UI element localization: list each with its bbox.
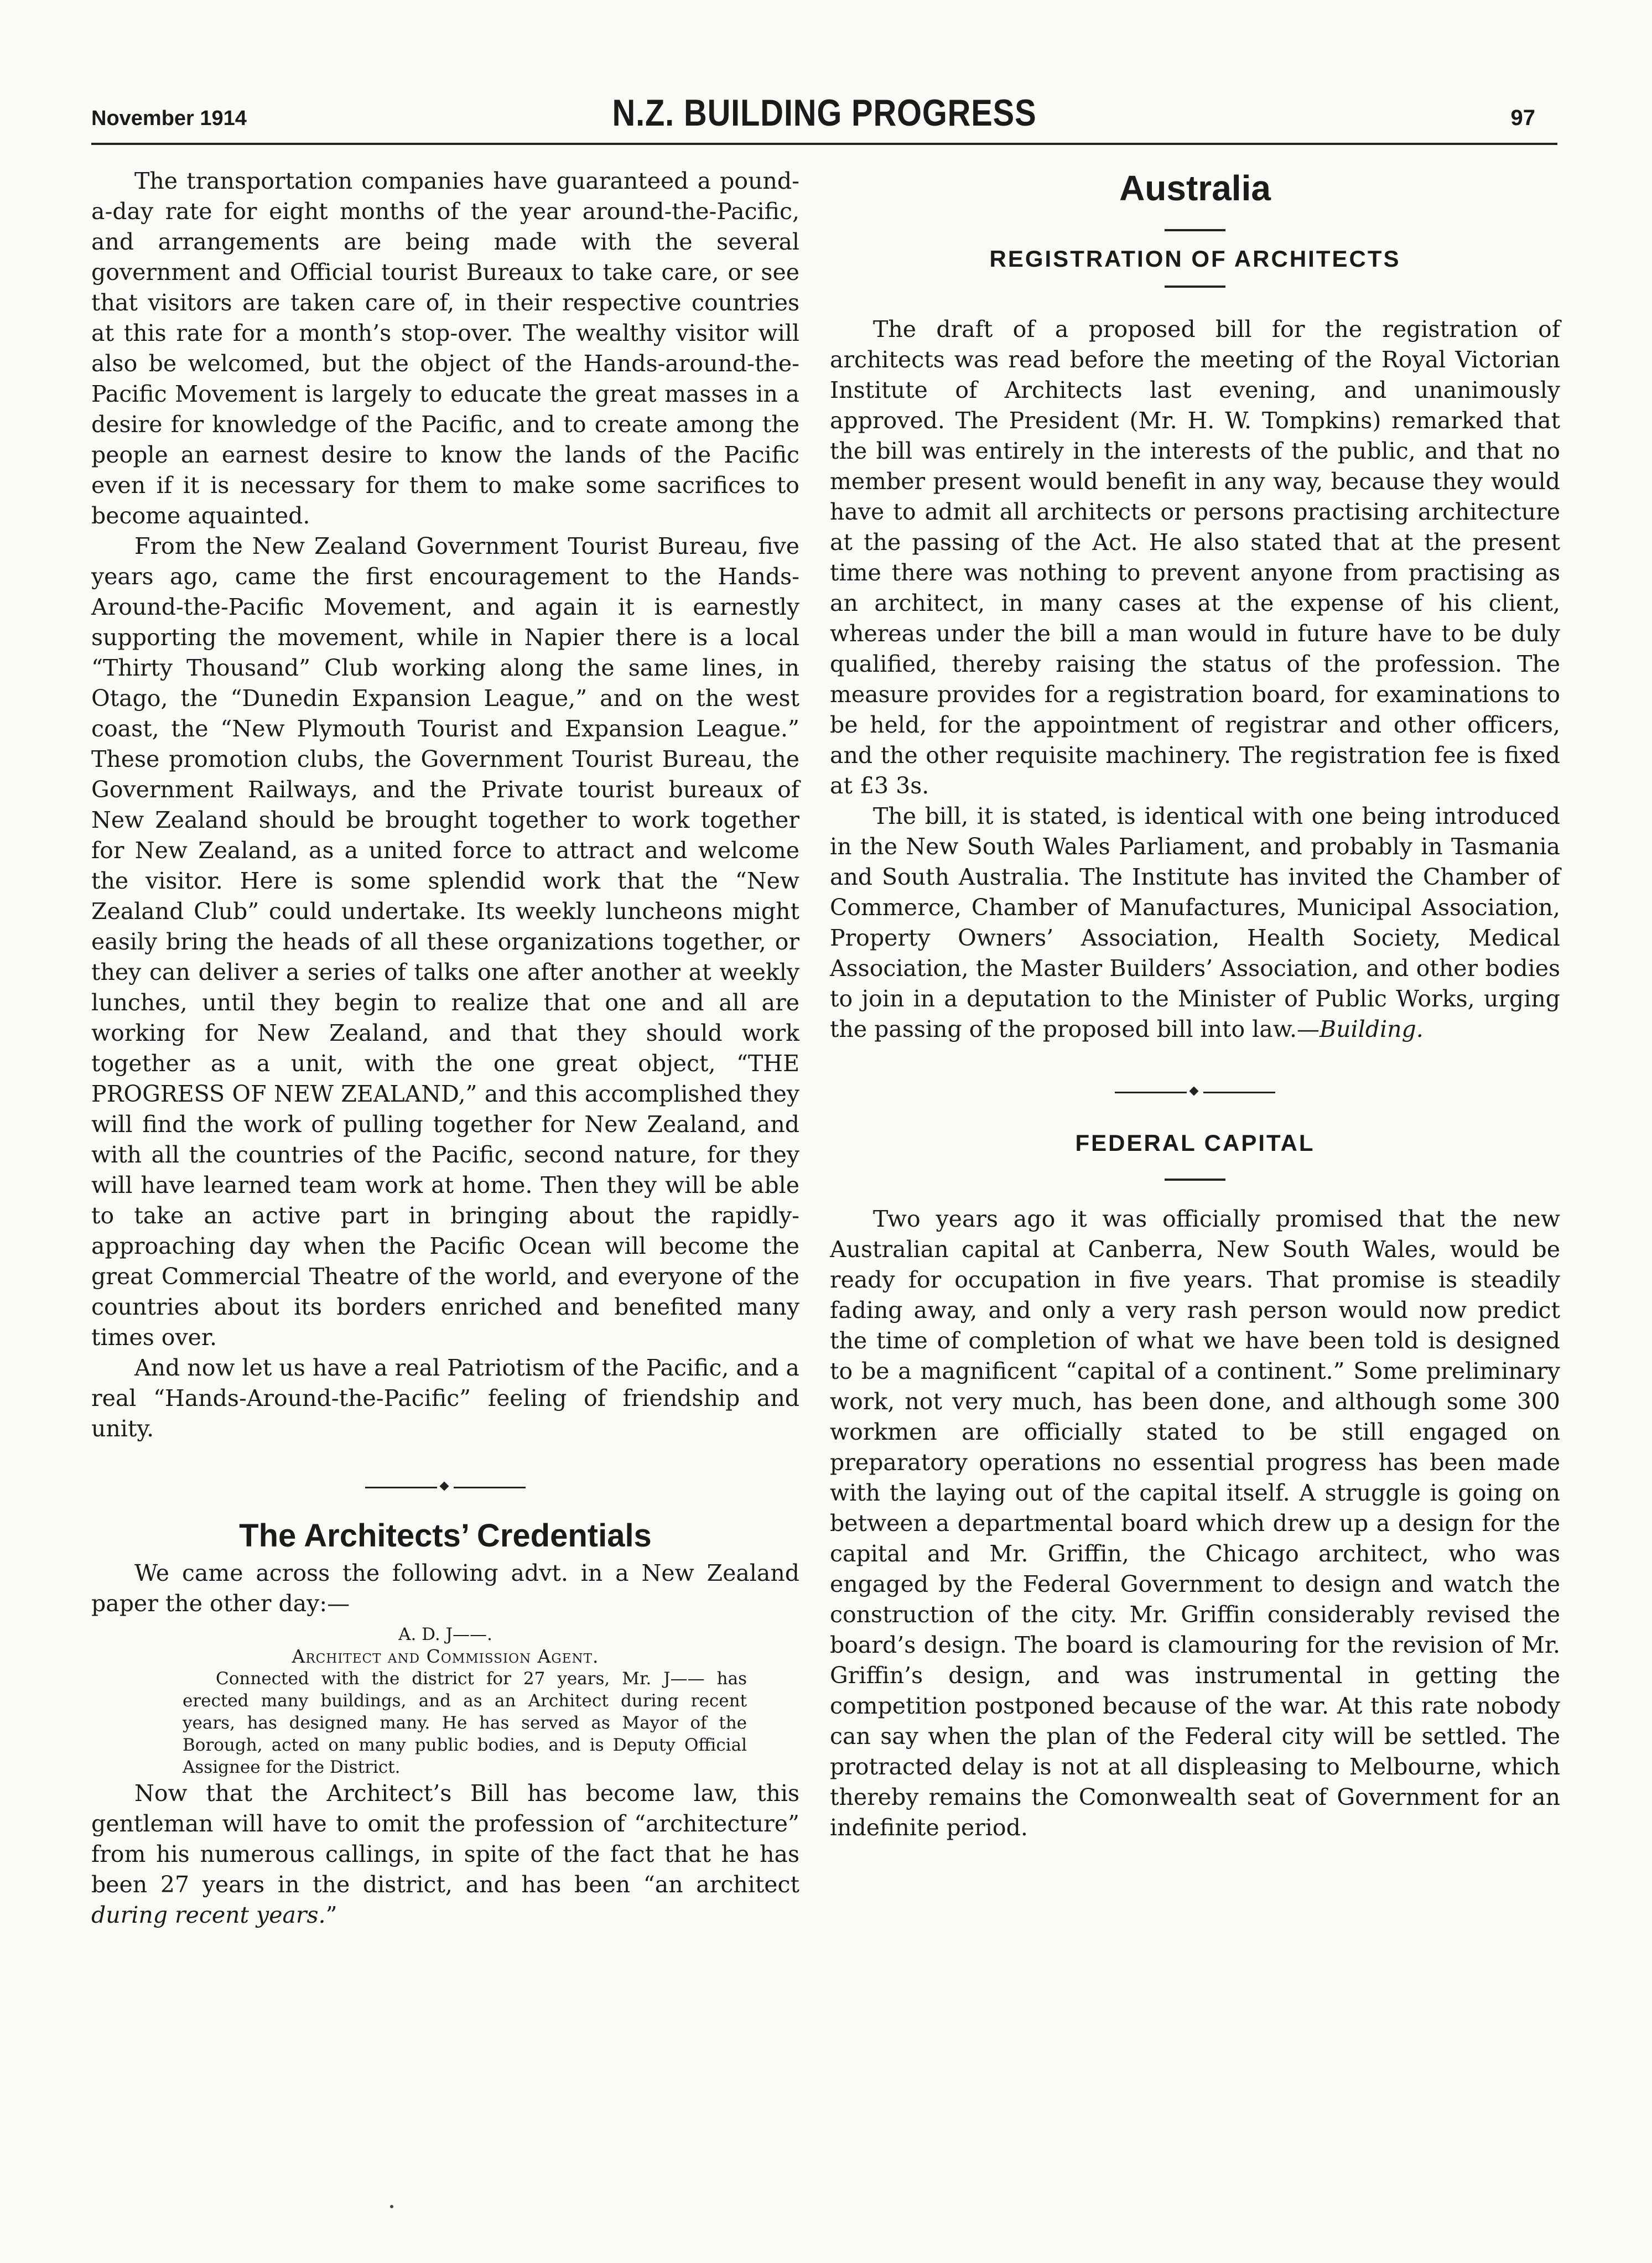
issue-date: November 1914 bbox=[91, 107, 247, 130]
print-speck bbox=[390, 2205, 393, 2208]
section-divider-ornament bbox=[365, 1482, 526, 1493]
credentials-closing bbox=[91, 1778, 799, 1930]
advt-name: A. D. J——. bbox=[398, 1624, 492, 1644]
advt-title: Architect and Commission Agent. bbox=[292, 1646, 599, 1667]
article-paragraph-2: From the New Zealand Government Tourist Bureau, five years ago, came the first encouragement to the Hands-Around-the-Pacific Movement, and again it is earnestly supporting the movement, while in Napier there is a local “Thirty Thousand” Club working along the same lines, in Otago, the “Dunedin Expansion League,” and on the west coast, the “New Plymouth Tourist and Expansion League.” These promotion clubs, the Government Tourist Bureau, the Government Railways, and the Private tourist bureaux of New Zealand should be brought together to work together for New Zealand, as a united force to attract and welcome the visitor. Here is some splendid work that the “New Zealand Club” could undertake. Its weekly luncheons might easily bring the heads of all these organizations together, or they can deliver a series of talks one after another at weekly lunches, until they begin to realize that one and all are working for New Zealand, and that they should work together as a unit, with the one great object, “THE PROGRESS OF NEW ZEALAND,” and this accomplished they will find the work of pulling together for New Zealand, and with all the countries of the Pacific, second nature, for they will have learned team work at home. Then they will be able to take an active part in bringing about the rapidly-approaching day when the Pacific Ocean will become the great Commercial Theatre of the world, and everyone of the countries about its borders enriched and benefited many times over. bbox=[91, 533, 799, 1351]
publication-title: N.Z. BUILDING PROGRESS bbox=[612, 92, 1037, 134]
registration-text: The bill, it is stated, is identical with one being introduced in the New South Wales Parliament, and probably in Tasmania and South Australia. The Institute has invited the Chamber of Commerce, Chamber of Manufactures, Municipal Association, Property Owners’ Association, Health Society, Medical Association, the Master Builders’ Association, and other bodies to join in a deputation to the Minister of Public Works, urging the passing of the proposed bill into law.— bbox=[830, 803, 1560, 1042]
credentials-intro: We came across the following advt. in a New Zealand paper the other day:— bbox=[91, 1560, 799, 1617]
left-column bbox=[91, 166, 799, 1930]
section-heading-australia: Australia bbox=[1119, 168, 1271, 208]
page-number: 97 bbox=[1510, 106, 1535, 130]
registration-heading: REGISTRATION OF ARCHITECTS bbox=[989, 246, 1401, 272]
source-citation: Building. bbox=[1319, 1016, 1424, 1042]
closing-text: Now that the Architect’s Bill has become law, this gentleman will have to omit the profession of “architecture” from his numerous callings, in spite of the fact that he has been 27 years in the district, and has been “an architect bbox=[91, 1780, 799, 1898]
registration-paragraph-1: The draft of a proposed bill for the registration of architects was read before the meeting of the Royal Victorian Institute of Architects last evening, and unanimously approved. The President (Mr. H. W. Tompkins) remarked that the bill was entirely in the interests of the public, and that no member present would benefit in any way, because they would have to admit all architects or persons practising architecture at the passing of the Act. He also stated that at the present time there was nothing to prevent anyone from practising as an architect, in many cases at the expense of his client, whereas under the bill a man would in future have to be duly qualified, thereby raising the status of the profession. The measure provides for a registration board, for examinations to be held, for the appointment of registrar and other officers, and the other requisite machinery. The registration fee is fixed at £3 3s. bbox=[830, 316, 1560, 799]
article-paragraph-1: The transportation companies have guaranteed a pound-a-day rate for eight months of the year around-the-Pacific, and arrangements are being made with the several government and Official tourist Bureaux to take care, or see that visitors are taken care of, in their respective countries at this rate for a month’s stop-over. The wealthy visitor will also be welcomed, but the object of the Hands-around-the-Pacific Movement is largely to educate the great masses in a desire for knowledge of the Pacific, and to create among the people an earnest desire to know the lands of the Pacific even if it is necessary for them to make some sacrifices to become aquainted. bbox=[91, 168, 799, 529]
federal-capital-paragraph: Two years ago it was officially promised that the new Australian capital at Canberra, New South Wales, would be ready for occupation in five years. That promise is steadily fading away, and only a very rash person would now predict the time of completion of what we have been told is designed to be a magnificent “capital of a continent.” Some preliminary work, not very much, has been done, and although some 300 workmen are officially stated to be still engaged on preparatory operations no essential progress has been made with the laying out of the capital itself. A struggle is going on between a departmental board which drew up a design for the capital and Mr. Griffin, the Chicago architect, who was engaged by the Federal Government to design and watch the construction of the city. Mr. Griffin considerably revised the board’s design. The board is clamouring for the revision of Mr. Griffin’s design, and was instrumental in getting the competition postponed because of the war. At this rate nobody can say when the plan of the Federal city will be settled. The protracted delay is not at all displeasing to Melbourne, which thereby remains the Comonwealth seat of Government for an indefinite period. bbox=[830, 1206, 1560, 1841]
right-column bbox=[830, 166, 1560, 1843]
closing-quote: ” bbox=[325, 1902, 337, 1928]
header-rule bbox=[91, 143, 1557, 145]
advt-body: Connected with the district for 27 years, Mr. J—— has erected many buildings, and as an Architect during recent years, has designed many. He has served as Mayor of the Borough, acted on many public bodies, and is Deputy Official Assignee for the District. bbox=[183, 1669, 747, 1777]
federal-capital-heading: FEDERAL CAPITAL bbox=[1075, 1130, 1315, 1156]
article-paragraph-3: And now let us have a real Patriotism of the Pacific, and a real “Hands-Around-the-Pacific” feeling of friendship and unity. bbox=[91, 1354, 799, 1442]
page-header bbox=[91, 91, 1557, 147]
credentials-heading: The Architects’ Credentials bbox=[239, 1518, 652, 1554]
closing-italic: during recent years. bbox=[91, 1902, 326, 1928]
section-divider-ornament bbox=[1115, 1087, 1275, 1098]
registration-paragraph-2 bbox=[830, 801, 1560, 1045]
